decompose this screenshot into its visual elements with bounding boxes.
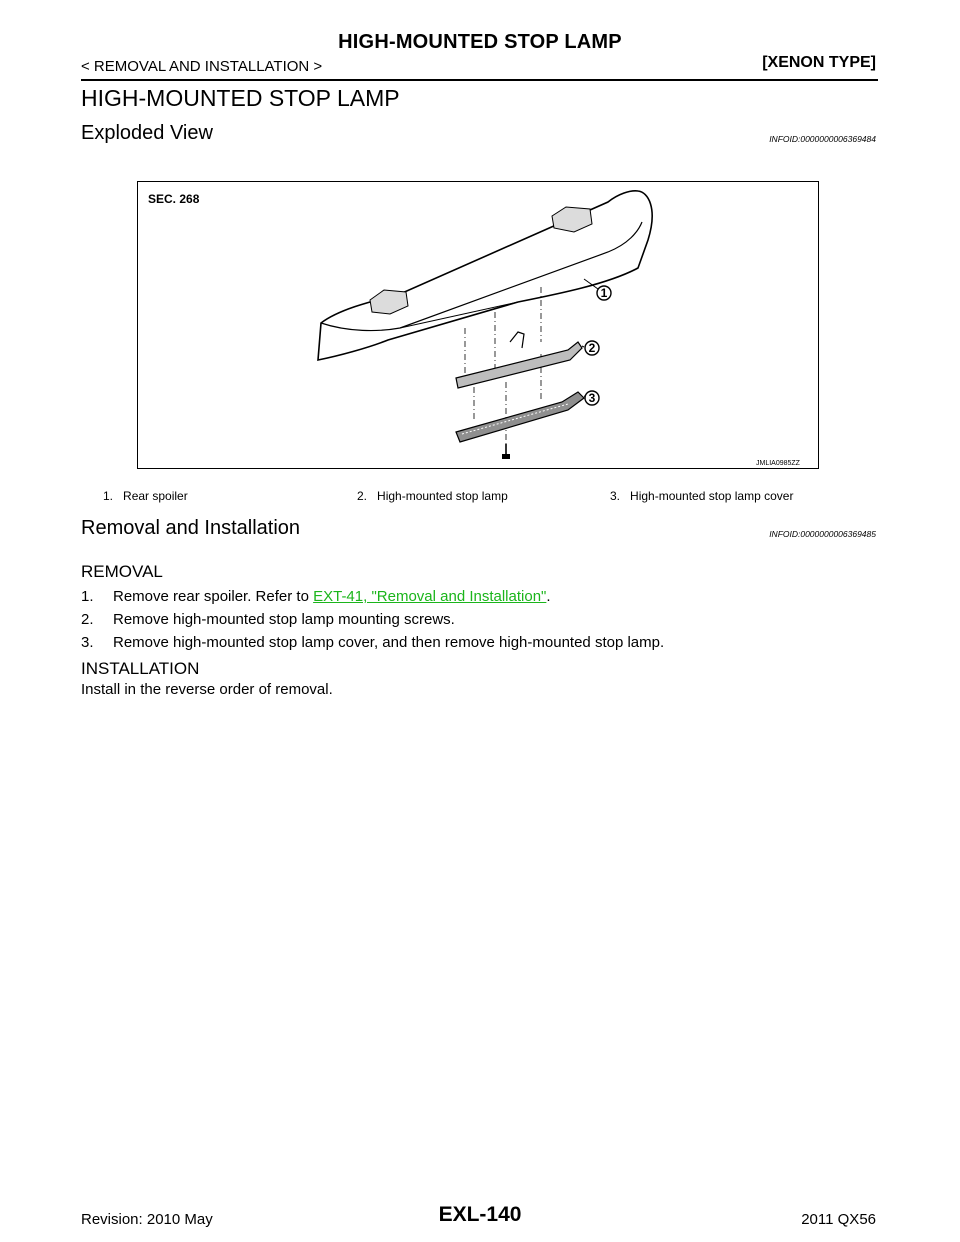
step-number: 1. bbox=[81, 588, 94, 605]
stop-lamp-shape bbox=[456, 342, 582, 388]
removal-heading: REMOVAL bbox=[81, 562, 163, 581]
removal-step-2 bbox=[81, 611, 455, 628]
callout-3: 3 bbox=[588, 391, 596, 405]
removal-step-3 bbox=[81, 634, 664, 651]
header-divider bbox=[81, 79, 878, 81]
exploded-view-figure bbox=[137, 181, 819, 469]
legend-number: 1. bbox=[103, 489, 114, 503]
removal-installation-infoid: INFOID:0000000006369485 bbox=[769, 529, 876, 539]
type-label: [XENON TYPE] bbox=[762, 54, 876, 71]
callout-1: 1 bbox=[600, 286, 608, 300]
step-text: Remove high-mounted stop lamp mounting screws. bbox=[113, 611, 455, 628]
page-title: HIGH-MOUNTED STOP LAMP bbox=[81, 85, 400, 111]
stop-lamp-connector bbox=[510, 332, 524, 348]
legend-item-1 bbox=[103, 489, 188, 503]
leader-lines bbox=[582, 279, 598, 397]
section-breadcrumb[interactable]: < REMOVAL AND INSTALLATION > bbox=[81, 58, 323, 75]
exploded-view-heading: Exploded View bbox=[81, 122, 213, 144]
legend-item-2 bbox=[357, 489, 508, 503]
legend-item-3 bbox=[610, 489, 793, 503]
revision-label: Revision: 2010 May bbox=[81, 1211, 213, 1228]
legend-label: High-mounted stop lamp cover bbox=[630, 489, 794, 503]
step-text: Remove rear spoiler. Refer to bbox=[113, 588, 314, 605]
legend-number: 3. bbox=[610, 489, 621, 503]
step-text: Remove high-mounted stop lamp cover, and then remove high-mounted stop lamp. bbox=[113, 634, 665, 651]
legend-label: Rear spoiler bbox=[123, 489, 188, 503]
exploded-view-infoid: INFOID:0000000006369484 bbox=[769, 134, 876, 144]
header-title: HIGH-MOUNTED STOP LAMP bbox=[338, 31, 622, 53]
installation-heading: INSTALLATION bbox=[81, 659, 200, 678]
page-code: EXL-140 bbox=[438, 1203, 522, 1226]
step-text-end: . bbox=[546, 588, 551, 605]
legend-number: 2. bbox=[357, 489, 368, 503]
legend-label: High-mounted stop lamp bbox=[377, 489, 508, 503]
ext-41-link[interactable]: EXT-41, "Removal and Installation" bbox=[313, 588, 547, 605]
figure-code: JMLIA0985ZZ bbox=[756, 460, 800, 467]
step-number: 3. bbox=[81, 634, 94, 651]
section-label: SEC. 268 bbox=[148, 192, 200, 206]
stop-lamp-cover-shape bbox=[456, 392, 584, 442]
step-number: 2. bbox=[81, 611, 94, 628]
rear-spoiler-shape bbox=[318, 191, 652, 360]
removal-step-1 bbox=[81, 588, 551, 605]
removal-installation-heading: Removal and Installation bbox=[81, 517, 301, 539]
callout-2: 2 bbox=[588, 341, 596, 355]
screw-icon bbox=[502, 444, 510, 459]
installation-text: Install in the reverse order of removal. bbox=[81, 681, 333, 698]
exploded-view-drawing bbox=[138, 182, 820, 470]
model-label: 2011 QX56 bbox=[801, 1211, 876, 1228]
